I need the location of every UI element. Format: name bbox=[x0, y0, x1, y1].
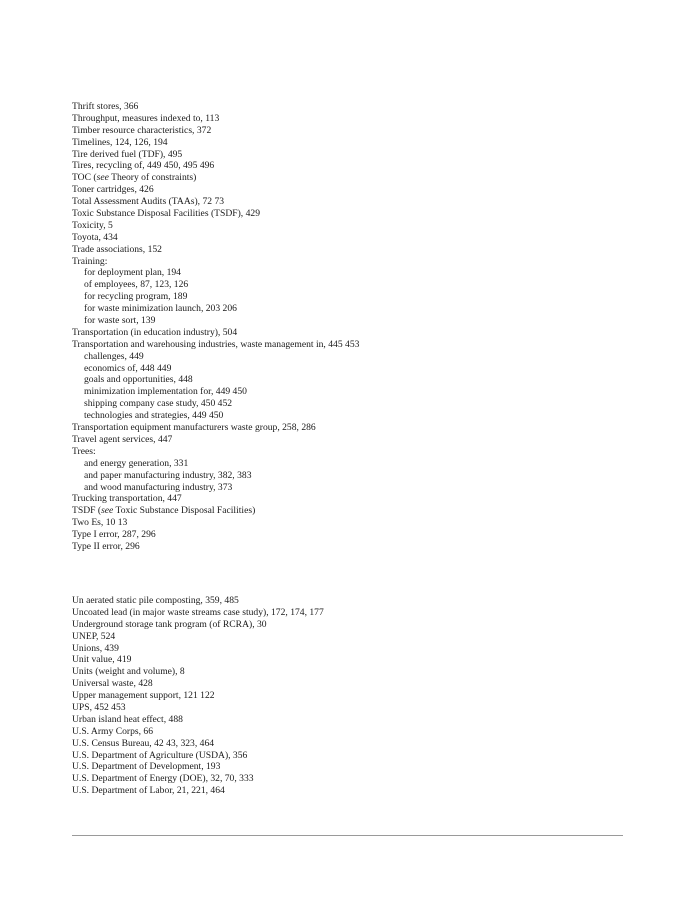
index-subentry: challenges, 449 bbox=[84, 350, 144, 362]
index-entry: Units (weight and volume), 8 bbox=[72, 666, 185, 678]
index-entry: Throughput, measures indexed to, 113 bbox=[72, 112, 220, 124]
index-entry: Urban island heat effect, 488 bbox=[72, 713, 183, 725]
index-entry: Toxicity, 5 bbox=[72, 219, 113, 231]
footer-rule bbox=[72, 835, 623, 836]
index-subentry: for waste minimization launch, 203 206 bbox=[84, 303, 237, 315]
index-entry bbox=[72, 172, 632, 184]
index-entry: Toyota, 434 bbox=[72, 231, 118, 243]
index-subentry: and paper manufacturing industry, 382, 383 bbox=[84, 469, 252, 481]
index-entry: Trees: bbox=[72, 445, 96, 457]
index-entry: Total Assessment Audits (TAAs), 72 73 bbox=[72, 196, 225, 208]
index-entry: Un aerated static pile composting, 359, 485 bbox=[72, 595, 239, 606]
index-entry: Tire derived fuel (TDF), 495 bbox=[72, 148, 183, 160]
index-entry: U.S. Department of Energy (DOE), 32, 70, 333 bbox=[72, 773, 254, 785]
index-entry: U.S. Department of Labor, 21, 221, 464 bbox=[72, 785, 225, 797]
index-entry: Underground storage tank program (of RCRA), 30 bbox=[72, 618, 267, 630]
entry-text: Theory of constraints) bbox=[108, 172, 197, 184]
index-entry: Type II error, 296 bbox=[72, 540, 140, 552]
index-subentry: shipping company case study, 450 452 bbox=[84, 398, 233, 410]
index-entry: Universal waste, 428 bbox=[72, 678, 153, 690]
cross-reference-see: see bbox=[101, 505, 114, 517]
index-entry: Unions, 439 bbox=[72, 642, 119, 654]
index-subentry: technologies and strategies, 449 450 bbox=[84, 410, 224, 422]
entry-text: TSDF ( bbox=[72, 505, 102, 517]
index-entry: Training: bbox=[72, 255, 108, 267]
index-entry: UNEP, 524 bbox=[72, 630, 116, 642]
index-entry: Travel agent services, 447 bbox=[72, 433, 173, 445]
index-subentry: and wood manufacturing industry, 373 bbox=[84, 481, 233, 493]
index-entry: U.S. Census Bureau, 42 43, 323, 464 bbox=[72, 737, 215, 749]
entry-text: Toxic Substance Disposal Facilities) bbox=[113, 505, 256, 517]
entry-text: TOC ( bbox=[72, 172, 97, 184]
cross-reference-see: see bbox=[96, 172, 109, 184]
index-entry: Uncoated lead (in major waste streams case study), 172, 174, 177 bbox=[72, 606, 324, 618]
index-entry: Two Es, 10 13 bbox=[72, 517, 128, 529]
index-subentry: and energy generation, 331 bbox=[84, 457, 189, 469]
index-subentry: for waste sort, 139 bbox=[84, 315, 156, 327]
index-entry: Thrift stores, 366 bbox=[72, 101, 139, 112]
index-entry: Timber resource characteristics, 372 bbox=[72, 124, 212, 136]
index-entry: Transportation (in education industry), 504 bbox=[72, 326, 238, 338]
index-entry: Trade associations, 152 bbox=[72, 243, 162, 255]
index-entry bbox=[72, 505, 632, 517]
index-entry: Unit value, 419 bbox=[72, 654, 132, 666]
index-section-t bbox=[72, 101, 632, 553]
index-entry: Tires, recycling of, 449 450, 495 496 bbox=[72, 160, 215, 172]
index-entry: Toner cartridges, 426 bbox=[72, 184, 154, 196]
index-entry: Transportation and warehousing industries, waste management in, 445 453 bbox=[72, 338, 360, 350]
index-entry: Transportation equipment manufacturers waste group, 258, 286 bbox=[72, 422, 316, 434]
index-entry: Trucking transportation, 447 bbox=[72, 493, 182, 505]
index-entry: Upper management support, 121 122 bbox=[72, 690, 215, 702]
index-section-u bbox=[72, 595, 632, 797]
index-subentry: for deployment plan, 194 bbox=[84, 267, 181, 279]
index-subentry: goals and opportunities, 448 bbox=[84, 374, 193, 386]
index-entry: Timelines, 124, 126, 194 bbox=[72, 136, 168, 148]
index-subentry: for recycling program, 189 bbox=[84, 291, 188, 303]
index-entry: U.S. Department of Development, 193 bbox=[72, 761, 221, 773]
index-entry: U.S. Department of Agriculture (USDA), 356 bbox=[72, 749, 248, 761]
index-entry: UPS, 452 453 bbox=[72, 702, 126, 714]
index-entry: Type I error, 287, 296 bbox=[72, 529, 156, 541]
index-subentry: of employees, 87, 123, 126 bbox=[84, 279, 189, 291]
index-entry: Toxic Substance Disposal Facilities (TSDF), 429 bbox=[72, 208, 260, 220]
index-subentry: minimization implementation for, 449 450 bbox=[84, 386, 247, 398]
index-entry: U.S. Army Corps, 66 bbox=[72, 725, 154, 737]
index-subentry: economics of, 448 449 bbox=[84, 362, 172, 374]
